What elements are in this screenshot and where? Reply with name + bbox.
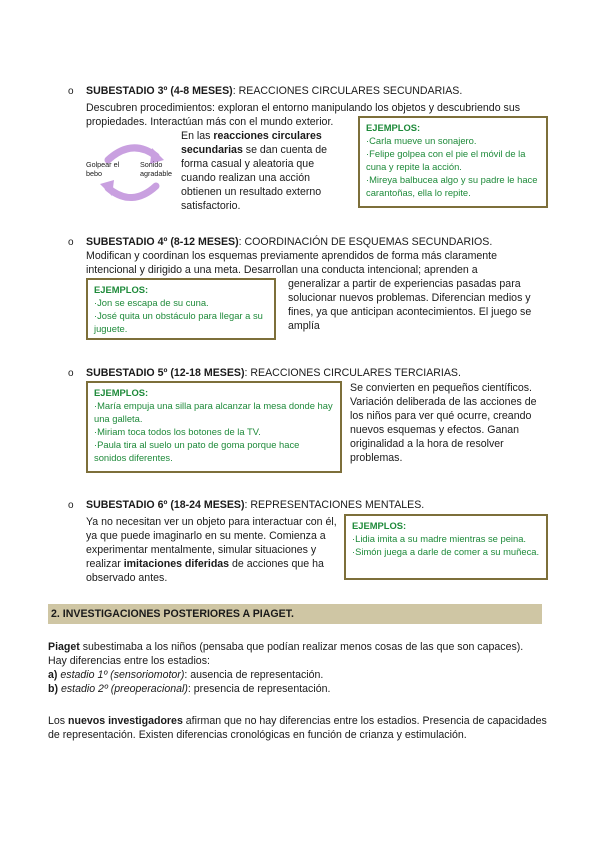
term-reacciones-circulares: reacciones circulares secundarias xyxy=(181,130,322,156)
heading-s6-label: SUBESTADIO 6º (18-24 MESES) xyxy=(86,499,245,511)
example-item: ·Jon se escapa de su cuna. xyxy=(94,297,209,308)
examples-box-s6 xyxy=(344,514,548,580)
term-imitaciones-diferidas: imitaciones diferidas xyxy=(123,558,230,570)
example-item: ·José quita un obstáculo para llegar a su juguete. xyxy=(94,310,263,334)
s2-item-b: b) estadio 2º (preoperacional): presencia de representación. xyxy=(48,683,331,695)
heading-s4-title: : COORDINACIÓN DE ESQUEMAS SECUNDARIOS. xyxy=(238,236,493,248)
example-item: ·Carla mueve un sonajero. xyxy=(366,135,477,146)
examples-box-s3 xyxy=(358,116,548,208)
example-item: ·Simón juega a darle de comer a su muñeca. xyxy=(352,546,540,557)
examples-box-s4 xyxy=(86,278,276,340)
examples-title: EJEMPLOS: xyxy=(94,284,149,295)
heading-s3 xyxy=(86,84,462,98)
heading-s6 xyxy=(86,498,424,512)
s2-p2: Los nuevos investigadores afirman que no hay diferencias entre los estadios. Presencia de capacidades de representación. Existen diferencias cronológicas en función de crianza y estimulación. xyxy=(48,715,547,741)
heading-s3-title: : REACCIONES CIRCULARES SECUNDARIAS. xyxy=(232,85,463,97)
bullet-s4: o xyxy=(68,237,74,248)
example-item: ·Paula tira al suelo un pato de goma porque hace sonidos diferentes. xyxy=(94,439,300,463)
s4-line1: Modifican y coordinan los esquemas previamente aprendidos de forma más claramente xyxy=(86,250,498,262)
heading-s4 xyxy=(86,235,492,249)
heading-s3-label: SUBESTADIO 3º (4-8 MESES) xyxy=(86,85,233,97)
example-item: ·Felipe golpea con el pie el móvil de la cuna y repite la acción. xyxy=(366,148,526,172)
section-2-title: 2. INVESTIGACIONES POSTERIORES A PIAGET. xyxy=(51,608,294,620)
examples-title: EJEMPLOS: xyxy=(352,520,407,531)
s3-line1: Descubren procedimientos: exploran el entorno manipulando los objetos y descubriendo sus xyxy=(86,102,521,114)
s4-right-text: generalizar a partir de experiencias pasadas para solucionar nuevos problemas. Diferencian medios y fines, ya que anticipan acontecimientos. El juego se amplía xyxy=(288,278,532,332)
s2-p1-line2: Hay diferencias entre los estadios: xyxy=(48,655,210,667)
diagram-right-label: Sonido agradable xyxy=(140,160,172,178)
s2-p1-line1: Piaget subestimaba a los niños (pensaba que podían realizar menos cosas de las que son capaces). xyxy=(48,641,524,653)
examples-title: EJEMPLOS: xyxy=(94,387,149,398)
s3-line2: propiedades. Interactúan más con el mundo exterior. xyxy=(86,116,334,128)
example-item: ·María empuja una silla para alcanzar la mesa donde hay una galleta. xyxy=(94,400,333,424)
s3-paragraph: En las reacciones circulares secundarias se dan cuenta de forma casual y aleatoria que cuando realizan una acción obtienen un resultado externo satisfactorio. xyxy=(181,130,328,212)
heading-s4-label: SUBESTADIO 4º (8-12 MESES) xyxy=(86,236,239,248)
example-item: ·Miriam toca todos los botones de la TV. xyxy=(94,426,261,437)
section-2-header xyxy=(48,604,542,624)
examples-title: EJEMPLOS: xyxy=(366,122,421,133)
heading-s6-title: : REPRESENTACIONES MENTALES. xyxy=(244,499,425,511)
diagram-left-label: Golpear el bebo xyxy=(86,160,120,178)
example-item: ·Mireya balbucea algo y su padre le hace carantoñas, ella lo repite. xyxy=(366,174,538,198)
heading-s5 xyxy=(86,366,461,380)
term-piaget: Piaget xyxy=(48,641,80,653)
s5-right-text: Se convierten en pequeños científicos. Variación deliberada de las acciones de los niños para ver qué ocurre, creando nuevos esquemas y efectos. Ganan originalidad a la hora de resolver problemas. xyxy=(350,382,537,464)
s4-line2: intencional y dirigido a una meta. Desarrollan una conducta intencional; aprenden a xyxy=(86,264,478,276)
s2-item-a: a) estadio 1º (sensoriomotor): ausencia de representación. xyxy=(48,669,324,681)
bullet-s6: o xyxy=(68,500,74,511)
example-item: ·Lidia imita a su madre mientras se peina. xyxy=(352,533,527,544)
examples-box-s5 xyxy=(86,381,342,473)
bullet-s3: o xyxy=(68,86,74,97)
bullet-s5: o xyxy=(68,368,74,379)
term-nuevos-investigadores: nuevos investigadores xyxy=(68,715,183,727)
heading-s5-label: SUBESTADIO 5º (12-18 MESES) xyxy=(86,367,245,379)
heading-s5-title: : REACCIONES CIRCULARES TERCIARIAS. xyxy=(244,367,461,379)
s6-paragraph: Ya no necesitan ver un objeto para interactuar con él, ya que puede imaginarlo en su mente. Comienza a experimentar mentalmente, simular situaciones y realizar imitaciones diferidas de acciones que ha observado antes. xyxy=(86,516,337,584)
